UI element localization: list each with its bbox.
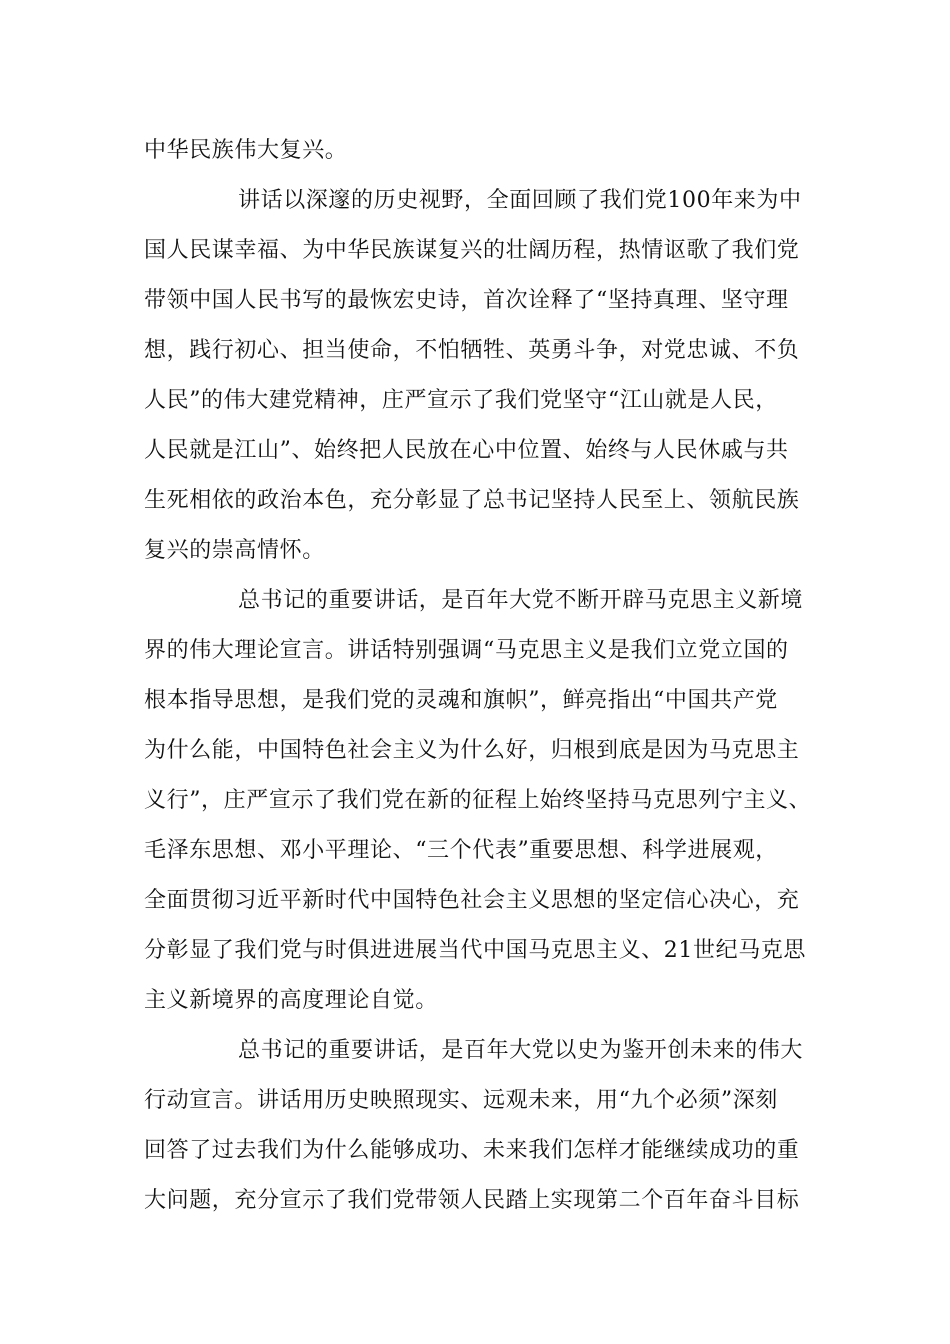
text-line: 复兴的崇高情怀。 (144, 538, 325, 563)
body-text (144, 126, 824, 1226)
text-line: 全面贯彻习近平新时代中国特色社会主义思想的坚定信心决心，充 (144, 888, 800, 913)
text-line: 生死相依的政治本色，充分彰显了总书记坚持人民至上、领航民族 (144, 488, 800, 513)
text-line: 根本指导思想，是我们党的灵魂和旗帜”，鲜亮指出“中国共产党 (144, 688, 778, 713)
text-line: 义行”，庄严宣示了我们党在新的征程上始终坚持马克思列宁主义、 (144, 788, 812, 813)
text-line: 带领中国人民书写的最恢宏史诗，首次诠释了“坚持真理、坚守理 (144, 288, 789, 313)
paragraph-first-line: 总书记的重要讲话，是百年大党以史为鉴开创未来的伟大 (238, 1038, 804, 1063)
text-line: 人民就是江山”、始终把人民放在心中位置、始终与人民休戚与共 (144, 438, 789, 463)
text-line: 大问题，充分宣示了我们党带领人民踏上实现第二个百年奋斗目标 (144, 1188, 800, 1213)
text-line: 回答了过去我们为什么能够成功、未来我们怎样才能继续成功的重 (144, 1138, 800, 1163)
text-line: 国人民谋幸福、为中华民族谋复兴的壮阔历程，热情讴歌了我们党 (144, 238, 800, 263)
text-line: 行动宣言。讲话用历史映照现实、远观未来，用“九个必须”深刻 (144, 1088, 778, 1113)
text-line: 为什么能，中国特色社会主义为什么好，归根到底是因为马克思主 (144, 738, 800, 763)
text-line: 人民”的伟大建党精神，庄严宣示了我们党坚守“江山就是人民， (144, 388, 778, 413)
text-line: 分彰显了我们党与时俱进进展当代中国马克思主义、21世纪马克思 (144, 938, 806, 963)
text-line: 界的伟大理论宣言。讲话特别强调“马克思主义是我们立党立国的 (144, 638, 789, 663)
text-line: 主义新境界的高度理论自觉。 (144, 988, 438, 1013)
paragraph-first-line: 总书记的重要讲话，是百年大党不断开辟马克思主义新境 (238, 588, 804, 613)
text-line: 中华民族伟大复兴。 (144, 138, 348, 163)
paragraph-first-line: 讲话以深邃的历史视野，全面回顾了我们党100年来为中 (238, 188, 802, 213)
text-line: 毛泽东思想、邓小平理论、“三个代表”重要思想、科学进展观， (144, 838, 778, 863)
text-line: 想，践行初心、担当使命，不怕牺牲、英勇斗争，对党忠诚、不负 (144, 338, 800, 363)
